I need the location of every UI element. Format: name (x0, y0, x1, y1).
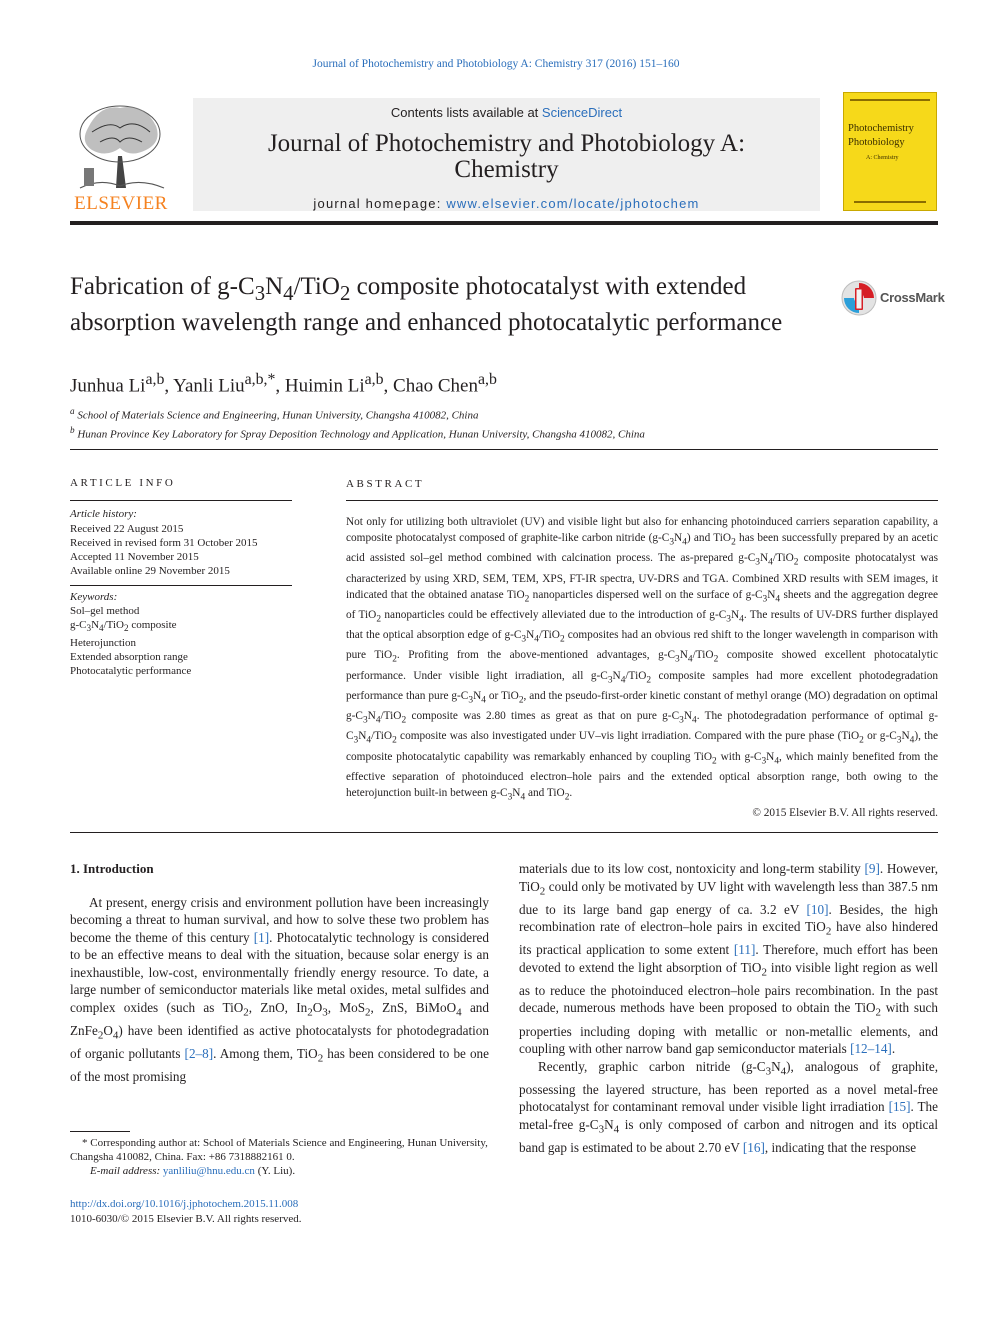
contents-line (193, 105, 820, 120)
sciencedirect-link[interactable]: ScienceDirect (541, 105, 623, 120)
journal-masthead (193, 98, 820, 211)
email-link[interactable]: yanliliu@hnu.edu.cn (162, 1165, 255, 1177)
abstract-text: Not only for utilizing both ultraviolet (UV) and visible light but also for enhancing photoinduced carriers separation capability, a composite photocatalyst composed of graphite-like carbon nitride $(g-C_3N_4)$ and TiO$_2$ has been successfully prepared by an acetic acid assisted sol–gel method combined with calcination process. The as-prepared $g-C_3N_4/TiO_2$ composite photocatalyst was characterized by using XRD, SEM, TEM, XPS, FT-IR spectra, UV-DRS and TGA. Combined XRD results with SEM images, it indicated that the obtained anatase TiO$_2$ nanoparticles dispersed well on the surface of $g-C_3N_4$ sheets and the aggregation degree of TiO$_2$ nanoparticles could be effectively alleviated due to the introduction of $g-C_3N_4$. The results of UV-DRS further displayed that the optical absorption edge of $g-C_3N_4/TiO_2$ composites had an obvious red shift to the longer wavelength in comparison with pure TiO$_2$. Profiting from the above-mentioned advantages, $g-C_3N_4/TiO_2$ composite showed excellent photocatalytic performance. Under visible light irradiation, all $g-C_3N_4/TiO_2$ composite samples had more excellent photodegradation performance than pure $g-C_3N_4$ or TiO$_2$, and the pseudo-first-order kinetic constant of methyl orange (MO) degradation on optimal $g-C_3N_4/TiO_2$ composite was 2.80 times as great as that on pure $g-C_3N_4$. The photodegradation performance of optimal $g-C_3N_4/TiO_2$ composite was also investigated under UV–vis light irradiation. Compared with the pure phase (TiO$_2$ or $g-C_3N_4$), the composite photocatalytic capability was remarkably enhanced by coupling TiO$_2$ with $g-C_3N_4$, which mainly benefited from the effective separation of photoinduced electron–hole pairs and the extended optical absorption range, both owing to the heterojunction built-in between $g-C_3N_4$ and TiO$_2$. (346, 516, 939, 802)
history-accepted: Accepted 11 November 2015 (70, 551, 199, 564)
crossmark-icon (840, 279, 878, 317)
footnote-rule (70, 1131, 130, 1132)
crossmark-label: CrossMark (880, 290, 945, 305)
keyword: $g-C_3N_4/TiO_2$ composite (70, 619, 177, 634)
affiliation-b: $^b$ Hunan Province Key Laboratory for Spray Deposition Technology and Application, Hunan University, Changsha 410082, China (70, 424, 645, 441)
journal-title-line-1: Journal of Photochemistry and Photobiology A: (267, 130, 746, 157)
elsevier-logo[interactable] (70, 98, 172, 214)
abstract (346, 476, 938, 821)
abstract-divider (70, 832, 938, 833)
history-revised: Received in revised form 31 October 2015 (70, 536, 258, 549)
abstract-heading: ABSTRACT (346, 478, 425, 490)
journal-title[interactable] (193, 131, 820, 183)
section-heading-introduction: 1. Introduction (70, 861, 154, 876)
masthead-rule (70, 221, 938, 225)
body-paragraph: materials due to its low cost, nontoxicity and long-term stability [9]. However, TiO$_2$ could only be motivated by UV light with wavelength less than 387.5 nm due to its large band gap energy of ca. 3.2 eV [10]. Besides, the high recombination rate of electron–hole pairs in excited TiO$_2$ have also hindered its practical application to some extent [11]. Therefore, much effort has been devoted to extend the light absorption of TiO$_2$ into visible light region as well as to reduce the photoinduced electron–hole pairs recombination. In the past decade, numerous methods have been proposed to obtain the TiO$_2$ with such properties including doping with metallic or non-metallic elements, and coupling with other narrow band gap semiconductor materials [12–14]. (519, 861, 938, 1057)
affiliations (70, 404, 645, 441)
doi-link[interactable]: http://dx.doi.org/10.1016/j.jphotochem.2015.11.008 (70, 1198, 299, 1210)
article-info (70, 476, 292, 679)
running-head[interactable]: Journal of Photochemistry and Photobiology A: Chemistry 317 (2016) 151–160 (312, 58, 680, 70)
journal-cover-thumbnail[interactable] (843, 92, 937, 211)
body-column-right (519, 860, 938, 1156)
article-info-heading: ARTICLE INFO (70, 477, 176, 489)
journal-title-line-2: Chemistry (454, 156, 559, 183)
article-title: Fabrication of $g-C_3N_4/TiO_2$ composite photocatalyst with extended absorption wavelength range and enhanced photocatalytic performance (70, 273, 783, 336)
author-list: Junhua Li$^{a,b}$, Yanli Liu$^{a,b,*}$, Huimin Li$^{a,b}$, Chao Chen$^{a,b}$ (70, 371, 497, 397)
cover-title-3: A: Chemistry (866, 155, 899, 161)
keyword: Extended absorption range (70, 651, 188, 664)
email-suffix: (Y. Liu). (254, 1165, 296, 1177)
body-paragraph: Recently, graphic carbon nitride $(g-C_3N_4)$, analogous of graphite, possessing the layered structure, has been reported as a novel metal-free photocatalyst for contaminant removal under visible light irradiation [15]. The metal-free $g-C_3N_4$ is only composed of carbon and nitrogen and its optical band gap is estimated to be about 2.70 eV [16], indicating that the response (519, 1058, 939, 1155)
email-line (70, 1164, 490, 1178)
email-label: E-mail address: (90, 1165, 163, 1177)
body-paragraph: At present, energy crisis and environment pollution have been increasingly becoming a threat to human survival, and how to solve these two problem has become the theme of this century [1]. Photocatalytic technology is considered to be an effective means to deal with the situation, because solar energy is an inexhaustible, low-cost, environmentally friendly energy resource. To date, a large number of semiconductor materials like metal oxides, metal sulfides and complex oxides (such as TiO$_2$, ZnO, $In_2O_3$, MoS$_2$, ZnS, BiMoO$_4$ and $ZnFe_2O_4$) have been identified as active photocatalysts for photodegradation of organic pollutants [2–8]. Among them, TiO$_2$ has been considered to be one of the most promising (70, 894, 490, 1084)
affiliation-a: $^a$ School of Materials Science and Engineering, Hunan University, Changsha 410082, China (70, 406, 479, 422)
keywords-rule (70, 585, 292, 586)
corresponding-author-note: * Corresponding author at: School of Materials Science and Engineering, Hunan University, Changsha 410082, China. Fax: +86 7318882161 0. (70, 1137, 488, 1163)
body-column-left (70, 860, 489, 1085)
abstract-copyright: © 2015 Elsevier B.V. All rights reserved. (752, 807, 938, 819)
elsevier-wordmark: ELSEVIER (74, 193, 168, 214)
issn-copyright: 1010-6030/© 2015 Elsevier B.V. All rights reserved. (70, 1213, 302, 1225)
doi-block (70, 1197, 302, 1227)
footnote (70, 1136, 490, 1178)
article-info-rule (70, 500, 292, 501)
keyword: Photocatalytic performance (70, 665, 192, 678)
history-received: Received 22 August 2015 (70, 522, 184, 535)
history-label: Article history: (70, 508, 137, 521)
keyword: Heterojunction (70, 636, 136, 649)
cover-title-1: Photochemistry (848, 123, 914, 134)
cover-bottom-rule (854, 201, 926, 203)
crossmark-badge[interactable] (840, 279, 945, 317)
keyword: Sol–gel method (70, 605, 140, 618)
homepage-link[interactable]: www.elsevier.com/locate/jphotochem (446, 196, 700, 211)
abstract-rule (346, 500, 938, 501)
homepage-line (193, 196, 820, 211)
contents-prefix: Contents lists available at (390, 105, 542, 120)
cover-title-2: Photobiology (848, 137, 905, 148)
homepage-prefix: journal homepage: (313, 196, 447, 211)
cover-rule (850, 99, 930, 101)
history-online: Available online 29 November 2015 (70, 565, 230, 578)
keywords-label: Keywords: (70, 590, 118, 603)
header-divider (70, 449, 938, 450)
